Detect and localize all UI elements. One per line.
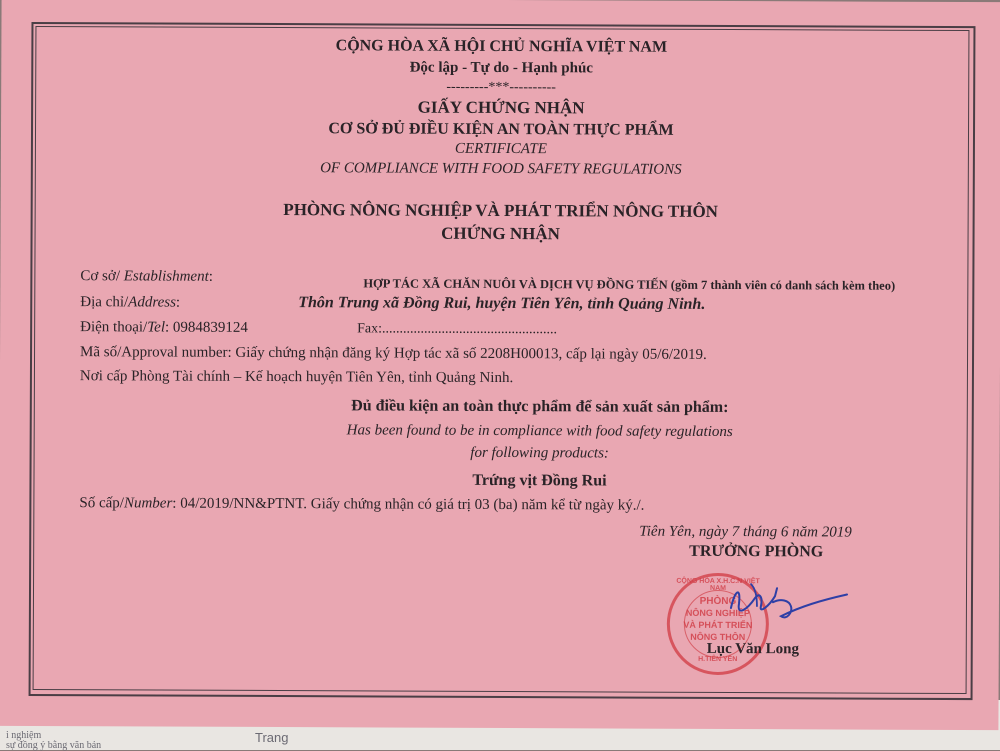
establishment-value-line: [363, 276, 895, 293]
handwritten-signature: [711, 576, 861, 637]
motto: Độc lập - Tự do - Hạnh phúc: [409, 59, 593, 77]
establishment-value: HỢP TÁC XÃ CHĂN NUÔI VÀ DỊCH VỤ ĐỒNG TIẾN: [363, 276, 668, 292]
stamp-top-arc: CỘNG HÒA X.H.C.N VIỆT NAM: [676, 577, 760, 592]
background-text-1: i nghiệm: [6, 730, 42, 741]
number-label-en: Number: [123, 495, 173, 512]
place-date: Tiên Yên, ngày 7 tháng 6 năm 2019: [639, 523, 852, 541]
product-name: Trứng vịt Đồng Rui: [472, 471, 607, 490]
issued-by: Nơi cấp Phòng Tài chính – Kế hoạch huyện Tiên Yên, tỉnh Quảng Ninh.: [79, 368, 514, 387]
compliance-en-line1: Has been found to be in compliance with food safety regulations: [346, 422, 733, 441]
establishment-label-en: Establishment: [119, 268, 209, 285]
stamp-line3: VÀ PHÁT TRIỂN: [683, 619, 753, 631]
stamp-line1: PHÒNG: [699, 595, 737, 608]
compliance-en-line2: for following products:: [470, 444, 609, 462]
fax-label: Fax:: [357, 321, 383, 337]
stamp-line4: NÔNG THÔN: [690, 631, 746, 643]
establishment-note: (gồm 7 thành viên có danh sách kèm theo): [667, 277, 896, 293]
fax-line: [357, 321, 557, 338]
address-value: Thôn Trung xã Đồng Rui, huyện Tiên Yên, tỉnh Quảng Ninh.: [298, 294, 706, 313]
certificate-number-line: [79, 495, 644, 514]
signer-position: TRƯỞNG PHÒNG: [689, 542, 824, 561]
fax-value: ..................................................: [382, 321, 558, 338]
phone-label-vi: Điện thoại/: [80, 319, 148, 336]
title-en-line2: OF COMPLIANCE WITH FOOD SAFETY REGULATIONS: [320, 160, 682, 178]
approval-number: Mã số/Approval number: Giấy chứng nhận đăng ký Hợp tác xã số 2208H00013, cấp lại ngày 05/6/2019.: [80, 344, 707, 363]
number-label-vi: Số cấp/: [79, 495, 125, 512]
stamp-line2: NÔNG NGHIỆP: [685, 607, 750, 619]
title-vi-line1: GIẤY CHỨNG NHẬN: [417, 97, 585, 118]
stamp-bottom-arc: H.TIÊN YÊN: [698, 655, 738, 664]
issuer-certifies: CHỨNG NHẬN: [441, 223, 561, 244]
number-value: : 04/2019/NN&PTNT. Giấy chứng nhận có giá trị 03 (ba) năm kể từ ngày ký./.: [172, 495, 645, 514]
address-label-vi: Địa chỉ/: [80, 294, 129, 311]
address-label-en: Address: [128, 294, 176, 311]
phone-colon: :: [164, 319, 173, 336]
republic-heading: CỘNG HÒA XÃ HỘI CHỦ NGHĨA VIỆT NAM: [335, 37, 668, 56]
background-text-2: sự đồng ý bằng văn bản: [6, 740, 102, 751]
establishment-label: [80, 268, 213, 286]
establishment-colon: :: [208, 268, 213, 285]
establishment-label-vi: Cơ sở/: [80, 268, 121, 285]
address-label: [80, 294, 180, 311]
phone-line: [80, 319, 248, 337]
title-en-line1: CERTIFICATE: [454, 140, 547, 158]
phone-value: 0984839124: [172, 319, 248, 336]
background-text-3: Trang: [255, 730, 289, 745]
signer-name: Lục Văn Long: [706, 640, 800, 658]
header-separator: ---------***----------: [446, 79, 557, 96]
compliance-vi: Đủ điều kiện an toàn thực phẩm để sản xuất sản phẩm:: [351, 397, 729, 416]
address-colon: :: [175, 294, 181, 311]
phone-label-en: Tel: [147, 319, 166, 336]
title-vi-line2: CƠ SỞ ĐỦ ĐIỀU KIỆN AN TOÀN THỰC PHẨM: [328, 120, 674, 139]
issuer-name: PHÒNG NÔNG NGHIỆP VÀ PHÁT TRIỂN NÔNG THÔN: [283, 200, 719, 221]
